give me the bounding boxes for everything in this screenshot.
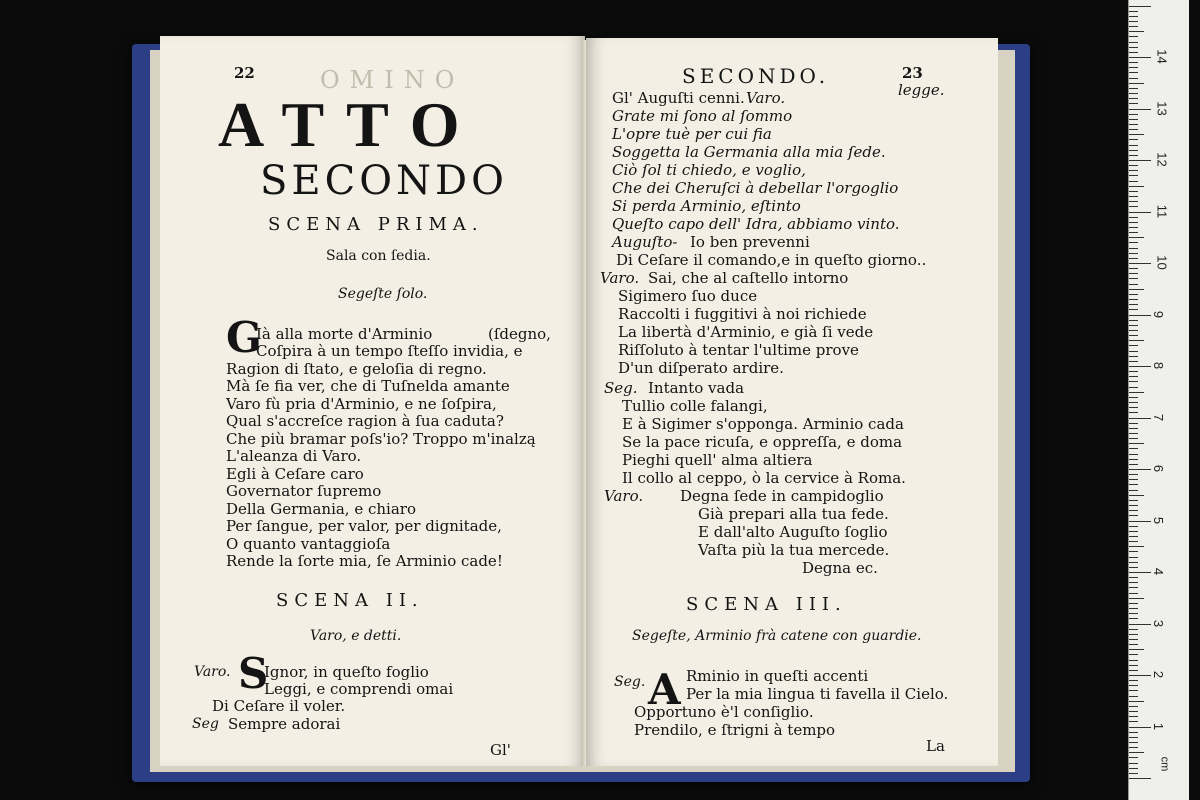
ruler-tick <box>1129 222 1138 223</box>
ruler-tick <box>1129 206 1138 207</box>
ruler-tick <box>1129 572 1151 573</box>
verse-line: Ià alla morte d'Arminio <box>256 325 433 343</box>
verse-line: Già prepari alla tua fede. <box>698 505 889 523</box>
ruler-tick <box>1129 42 1138 43</box>
speaker-label: Auguſto- <box>612 233 678 251</box>
ruler-number: 4 <box>1151 567 1167 576</box>
left-page <box>160 36 585 766</box>
ruler-tick <box>1129 536 1138 537</box>
verse-line: Leggi, e comprendi omai <box>264 680 454 698</box>
ruler-tick <box>1129 11 1138 12</box>
ruler-number: 5 <box>1151 516 1167 524</box>
ruler-tick <box>1129 557 1138 558</box>
ruler-tick <box>1129 98 1138 99</box>
verse-line: Ragion di ſtato, e geloſia di regno. <box>226 360 487 378</box>
ruler-tick <box>1129 253 1138 254</box>
ruler-tick <box>1129 546 1144 547</box>
ruler-tick <box>1129 479 1138 480</box>
ruler-tick <box>1129 248 1138 249</box>
ruler-tick <box>1129 521 1151 522</box>
ruler-tick <box>1129 727 1151 728</box>
ruler-tick <box>1129 93 1138 94</box>
verse-line: Se la pace ricuſa, e oppreſſa, e doma <box>622 433 903 451</box>
ruler-tick <box>1129 613 1138 614</box>
ruler-tick <box>1129 381 1138 382</box>
ruler-tick <box>1129 711 1138 712</box>
verse-line: Degna ec. <box>802 559 878 577</box>
ruler-tick <box>1129 402 1138 403</box>
ruler-tick <box>1129 773 1138 774</box>
ruler-tick <box>1129 438 1138 439</box>
verse-line: Gl' Auguſti cenni. <box>612 89 745 107</box>
ruler-tick <box>1129 62 1138 63</box>
ruler-tick <box>1129 57 1151 58</box>
ruler-tick <box>1129 227 1138 228</box>
ruler-tick <box>1129 577 1138 578</box>
verse-line: Riſſoluto à tentar l'ultime prove <box>618 341 859 359</box>
ruler-tick <box>1129 351 1138 352</box>
ruler-number: 10 <box>1154 255 1170 270</box>
catchword-right: La <box>926 737 945 755</box>
verse-line: Per ſangue, per valor, per dignitade, <box>226 517 502 535</box>
verse-line: O quanto vantaggioſa <box>226 535 391 553</box>
ruler-tick <box>1129 484 1138 485</box>
ruler-tick <box>1129 191 1138 192</box>
ruler-tick <box>1129 531 1138 532</box>
ruler-tick <box>1129 340 1144 341</box>
stage-direction: legge. <box>898 81 945 99</box>
ruler-tick <box>1129 500 1138 501</box>
ruler-tick <box>1129 562 1138 563</box>
ruler-tick <box>1129 217 1138 218</box>
ruler-tick <box>1129 155 1138 156</box>
drop-cap-g: G <box>226 313 262 362</box>
ruler-tick <box>1129 716 1138 717</box>
ruler-tick <box>1129 551 1138 552</box>
ruler-tick <box>1129 541 1138 542</box>
scene-1-setting: Sala con ſedia. <box>326 248 431 264</box>
ruler-tick <box>1129 289 1144 290</box>
verse-line: Ciò ſol ti chiedo, e voglio, <box>612 161 806 179</box>
speaker-label: Varo. <box>746 89 786 107</box>
ruler-tick <box>1129 618 1138 619</box>
verse-line: Varo fù pria d'Arminio, e ne ſoſpira, <box>226 395 497 413</box>
ruler-tick <box>1129 129 1138 130</box>
ruler-tick <box>1129 134 1144 135</box>
scene-1-persons: Segeſte ſolo. <box>338 286 428 302</box>
ruler-tick <box>1129 608 1138 609</box>
ruler-number: 13 <box>1154 100 1170 116</box>
page-number-right: 23 <box>902 64 923 82</box>
ruler-tick <box>1129 299 1138 300</box>
ruler-tick <box>1129 490 1138 491</box>
drop-cap-s: S <box>238 649 269 698</box>
ruler-tick <box>1129 103 1138 104</box>
ruler-number: 12 <box>1154 152 1170 167</box>
ruler-tick <box>1129 212 1151 213</box>
ruler-tick <box>1129 294 1138 295</box>
ruler-tick <box>1129 67 1138 68</box>
ruler-tick <box>1129 88 1138 89</box>
ruler-number: 11 <box>1154 204 1170 218</box>
ruler-tick <box>1129 649 1144 650</box>
verse-line: Tullio colle falangi, <box>622 397 768 415</box>
verse-line: L'opre tuè per cui fia <box>612 125 772 143</box>
verse-line: Degna ſede in campidoglio <box>680 487 884 505</box>
ruler-tick <box>1129 325 1138 326</box>
verse-line: Queſto capo dell' Idra, abbiamo vinto. <box>612 215 900 233</box>
ruler-number: 8 <box>1151 361 1167 370</box>
ruler-tick <box>1129 232 1138 233</box>
verse-line: Grate mi ſono al ſommo <box>612 107 793 125</box>
ruler-tick <box>1129 345 1138 346</box>
ruler-tick <box>1129 165 1138 166</box>
ruler-tick <box>1129 412 1138 413</box>
ruler-tick <box>1129 26 1138 27</box>
ruler-tick <box>1129 407 1138 408</box>
ruler-tick <box>1129 634 1138 635</box>
ruler-tick <box>1129 418 1151 419</box>
verse-line: Mà ſe fia ver, che di Tuſnelda amante <box>226 377 510 395</box>
ruler-tick <box>1129 670 1138 671</box>
measuring-ruler <box>1128 0 1189 800</box>
ruler-tick <box>1129 757 1138 758</box>
ruler-tick <box>1129 278 1138 279</box>
ruler-tick <box>1129 526 1138 527</box>
ruler-tick <box>1129 454 1138 455</box>
ruler-tick <box>1129 654 1138 655</box>
verse-line: Governator ſupremo <box>226 482 382 500</box>
verse-line: La libertà d'Arminio, e già ſi vede <box>618 323 874 341</box>
ruler-tick <box>1129 52 1138 53</box>
ruler-tick <box>1129 593 1138 594</box>
ruler-tick <box>1129 701 1144 702</box>
ruler-tick <box>1129 273 1138 274</box>
ruler-tick <box>1129 201 1138 202</box>
ruler-tick <box>1129 196 1138 197</box>
verse-line: Io ben prevenni <box>690 233 810 251</box>
verse-line: (ſdegno, <box>488 325 551 343</box>
ruler-tick <box>1129 175 1138 176</box>
verse-line: Rende la ſorte mia, ſe Arminio cade! <box>226 552 503 570</box>
ruler-tick <box>1129 150 1138 151</box>
ruler-tick <box>1129 448 1138 449</box>
ruler-tick <box>1129 685 1138 686</box>
ruler-tick <box>1129 83 1144 84</box>
ruler-tick <box>1129 387 1138 388</box>
ruler-tick <box>1129 186 1144 187</box>
ruler-tick <box>1129 474 1138 475</box>
verse-line: Pieghi quell' alma altiera <box>622 451 813 469</box>
ruler-tick <box>1129 376 1138 377</box>
ruler-tick <box>1129 170 1138 171</box>
ruler-tick <box>1129 335 1138 336</box>
scene-3-heading: SCENA III. <box>686 594 847 615</box>
verse-line: Rminio in queſti accenti <box>686 667 869 685</box>
ruler-tick <box>1129 124 1138 125</box>
verse-line: Il collo al ceppo, ò la cervice à Roma. <box>622 469 906 487</box>
ruler-tick <box>1129 752 1144 753</box>
act-subtitle: SECONDO <box>260 158 508 204</box>
ruler-tick <box>1129 505 1138 506</box>
ruler-number: 9 <box>1151 310 1167 318</box>
speaker-label: Seg. <box>614 674 646 690</box>
ruler-tick <box>1129 72 1138 73</box>
ruler-tick <box>1129 78 1138 79</box>
ruler-tick <box>1129 665 1138 666</box>
ruler-tick <box>1129 268 1138 269</box>
verse-line: Raccolti i fuggitivi à noi richiede <box>618 305 867 323</box>
verse-line: Qual s'accreſce ragion à ſua caduta? <box>226 412 504 430</box>
ruler-tick <box>1129 680 1138 681</box>
ruler-tick <box>1129 114 1138 115</box>
ruler-number: 14 <box>1154 49 1170 64</box>
ruler-tick <box>1129 495 1144 496</box>
ruler-tick <box>1129 304 1138 305</box>
ruler-tick <box>1129 139 1138 140</box>
ruler-tick <box>1129 284 1138 285</box>
speaker-label: Varo. <box>194 664 231 680</box>
ruler-tick <box>1129 47 1138 48</box>
catchword-left: Gl' <box>490 741 511 759</box>
ruler-number: 1 <box>1151 722 1167 730</box>
ruler-tick <box>1129 721 1138 722</box>
ruler-tick <box>1129 696 1138 697</box>
verse-line: E à Sigimer s'opponga. Arminio cada <box>622 415 904 433</box>
ruler-tick <box>1129 315 1151 316</box>
ruler-tick <box>1129 737 1138 738</box>
ruler-tick <box>1129 6 1151 7</box>
speaker-label: Seg. <box>604 379 638 397</box>
ruler-tick <box>1129 469 1151 470</box>
ruler-tick <box>1129 629 1138 630</box>
ruler-tick <box>1129 660 1138 661</box>
verse-line: E dall'alto Auguſto ſoglio <box>698 523 888 541</box>
ruler-tick <box>1129 768 1138 769</box>
verse-line: Che dei Cheruſci à debellar l'orgoglio <box>612 179 899 197</box>
ruler-number: 7 <box>1151 413 1167 421</box>
ruler-tick <box>1129 706 1138 707</box>
running-head-right: SECONDO. <box>682 64 830 88</box>
ruler-tick <box>1129 356 1138 357</box>
verse-line: Ignor, in queſto foglio <box>264 663 429 681</box>
ruler-tick <box>1129 587 1138 588</box>
ruler-tick <box>1129 145 1138 146</box>
scene-1-heading: SCENA PRIMA. <box>268 214 484 235</box>
verse-line: Egli à Ceſare caro <box>226 465 364 483</box>
verse-line: D'un diſperato ardire. <box>618 359 784 377</box>
ruler-tick <box>1129 433 1138 434</box>
ruler-tick <box>1129 675 1151 676</box>
drop-cap-a: A <box>648 665 681 714</box>
ruler-number: 6 <box>1151 464 1167 473</box>
ruler-tick <box>1129 747 1138 748</box>
ruler-tick <box>1129 258 1138 259</box>
ruler-tick <box>1129 459 1138 460</box>
ruler-tick <box>1129 237 1144 238</box>
ruler-tick <box>1129 263 1151 264</box>
ruler-tick <box>1129 330 1138 331</box>
ruler-tick <box>1129 392 1144 393</box>
ruler-tick <box>1129 423 1138 424</box>
ruler-tick <box>1129 582 1138 583</box>
verse-line: Sempre adorai <box>228 715 341 733</box>
scene-3-persons: Segeſte, Arminio frà catene con guardie. <box>632 628 922 644</box>
verse-line: Per la mia lingua ti favella il Cielo. <box>686 685 949 703</box>
speaker-label: Varo. <box>604 487 644 505</box>
verse-line: Coſpira à un tempo ſteſſo invidia, e <box>256 342 523 360</box>
verse-line: Sigimero ſuo duce <box>618 287 758 305</box>
scene-2-heading: SCENA II. <box>276 590 424 611</box>
ruler-tick <box>1129 361 1138 362</box>
ruler-tick <box>1129 603 1138 604</box>
verse-line: Si perda Arminio, eſtinto <box>612 197 801 215</box>
ruler-tick <box>1129 763 1138 764</box>
show-through-running-head: OMINO <box>320 66 465 94</box>
ruler-tick <box>1129 515 1138 516</box>
ruler-tick <box>1129 567 1138 568</box>
ruler-tick <box>1129 320 1138 321</box>
ruler-number: 2 <box>1151 670 1167 679</box>
ruler-tick <box>1129 464 1138 465</box>
verse-line: Soggetta la Germania alla mia ſede. <box>612 143 886 161</box>
ruler-tick <box>1129 778 1151 779</box>
ruler-tick <box>1129 639 1138 640</box>
ruler-tick <box>1129 119 1138 120</box>
ruler-tick <box>1129 742 1138 743</box>
verse-line: Di Ceſare il voler. <box>212 697 346 715</box>
ruler-tick <box>1129 397 1138 398</box>
speaker-label: Seg <box>192 716 219 732</box>
ruler-tick <box>1129 443 1144 444</box>
ruler-unit: cm <box>1158 756 1171 772</box>
ruler-tick <box>1129 181 1138 182</box>
verse-line: Opportuno è'l conſiglio. <box>634 703 814 721</box>
ruler-tick <box>1129 624 1151 625</box>
ruler-tick <box>1129 242 1138 243</box>
ruler-tick <box>1129 510 1138 511</box>
ruler-tick <box>1129 366 1151 367</box>
verse-line: L'aleanza di Varo. <box>226 447 362 465</box>
ruler-tick <box>1129 36 1138 37</box>
ruler-tick <box>1129 732 1138 733</box>
ruler-tick <box>1129 16 1138 17</box>
verse-line: Di Ceſare il comando,e in queſto giorno.. <box>616 251 927 269</box>
page-number-left: 22 <box>234 64 255 82</box>
verse-line: Della Germania, e chiaro <box>226 500 416 518</box>
ruler-tick <box>1129 598 1144 599</box>
verse-line: Sai, che al caſtello intorno <box>648 269 849 287</box>
speaker-label: Varo. <box>600 269 640 287</box>
ruler-tick <box>1129 644 1138 645</box>
ruler-tick <box>1129 31 1144 32</box>
verse-line: Prendilo, e ſtrigni à tempo <box>634 721 836 739</box>
ruler-tick <box>1129 309 1138 310</box>
act-title: ATTO <box>218 89 482 160</box>
verse-line: Intanto vada <box>648 379 745 397</box>
ruler-tick <box>1129 21 1138 22</box>
scene-2-persons: Varo, e detti. <box>310 628 402 644</box>
ruler-tick <box>1129 160 1151 161</box>
verse-line: Che più bramar poſs'io? Troppo m'inalzą <box>226 430 536 448</box>
ruler-tick <box>1129 690 1138 691</box>
ruler-number: 3 <box>1151 619 1167 627</box>
verse-line: Vaſta più la tua mercede. <box>698 541 890 559</box>
ruler-tick <box>1129 428 1138 429</box>
right-page <box>586 38 998 766</box>
ruler-tick <box>1129 371 1138 372</box>
ruler-tick <box>1129 109 1151 110</box>
